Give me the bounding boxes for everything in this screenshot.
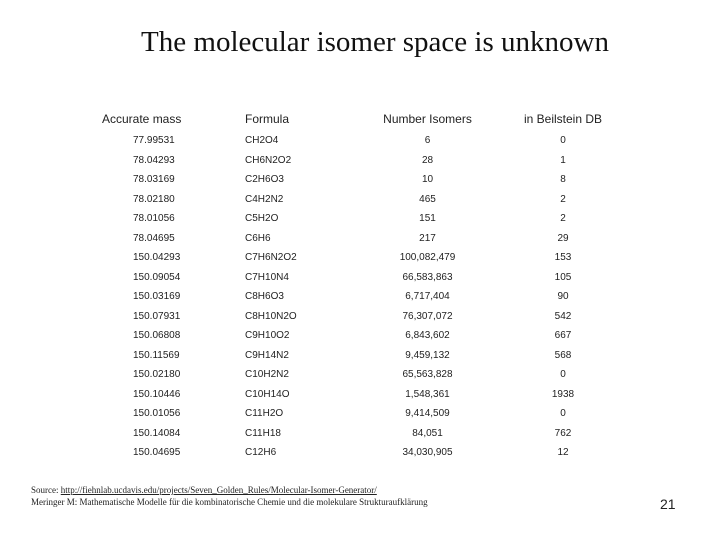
cell-beilstein-db: 105	[554, 271, 572, 283]
cell-accurate-mass: 78.03169	[133, 174, 175, 186]
source-prefix: Source:	[31, 485, 61, 495]
table-row	[100, 209, 626, 229]
table-row	[100, 287, 626, 307]
cell-accurate-mass: 78.01056	[133, 213, 175, 225]
cell-accurate-mass: 150.02180	[133, 369, 181, 381]
header-in-beilstein-db: in Beilstein DB	[523, 112, 603, 126]
header-number-isomers: Number Isomers	[383, 112, 472, 126]
cell-formula: CH6N2O2	[245, 154, 292, 166]
cell-number-isomers: 217	[419, 232, 436, 244]
page-number: 21	[660, 496, 676, 512]
cell-accurate-mass: 150.03169	[133, 291, 181, 303]
cell-beilstein-db: 1938	[551, 388, 575, 400]
table-row	[100, 151, 626, 171]
table-row	[100, 229, 626, 249]
cell-beilstein-db: 762	[554, 427, 572, 439]
cell-formula: C9H10O2	[245, 330, 290, 342]
cell-number-isomers: 465	[419, 193, 436, 205]
cell-number-isomers: 9,414,509	[405, 408, 450, 420]
table-row	[100, 404, 626, 424]
cell-beilstein-db: 12	[557, 447, 569, 459]
cell-formula: CH2O4	[245, 135, 279, 147]
cell-number-isomers: 1,548,361	[405, 388, 450, 400]
cell-beilstein-db: 667	[554, 330, 572, 342]
cell-formula: C9H14N2	[245, 349, 289, 361]
cell-accurate-mass: 150.06808	[133, 330, 181, 342]
header-accurate-mass: Accurate mass	[102, 112, 182, 126]
cell-accurate-mass: 150.10446	[133, 388, 181, 400]
table-row	[100, 268, 626, 288]
cell-beilstein-db: 0	[560, 408, 566, 420]
source-citation: Meringer M: Mathematische Modelle für die kombinatorische Chemie und die molekulare Strukturaufklärung	[31, 497, 428, 507]
cell-formula: C8H10N2O	[245, 310, 297, 322]
header-formula: Formula	[245, 112, 290, 126]
cell-accurate-mass: 150.04293	[133, 252, 181, 264]
table-row	[100, 365, 626, 385]
cell-beilstein-db: 8	[560, 174, 566, 186]
table-row	[100, 190, 626, 210]
cell-formula: C12H6	[245, 447, 277, 459]
cell-formula: C2H6O3	[245, 174, 284, 186]
source-line	[31, 484, 428, 496]
cell-number-isomers: 66,583,863	[402, 271, 453, 283]
table-row	[100, 443, 626, 463]
cell-beilstein-db: 2	[560, 213, 566, 225]
cell-formula: C6H6	[245, 232, 271, 244]
cell-formula: C10H2N2	[245, 369, 289, 381]
cell-accurate-mass: 150.01056	[133, 408, 181, 420]
cell-number-isomers: 65,563,828	[402, 369, 453, 381]
cell-formula: C7H10N4	[245, 271, 289, 283]
table-row	[100, 170, 626, 190]
cell-beilstein-db: 2	[560, 193, 566, 205]
cell-accurate-mass: 77.99531	[133, 135, 175, 147]
cell-beilstein-db: 1	[560, 154, 566, 166]
cell-number-isomers: 6,717,404	[405, 291, 450, 303]
table-header-row	[100, 107, 626, 131]
cell-accurate-mass: 150.14084	[133, 427, 181, 439]
source-link[interactable]: http://fiehnlab.ucdavis.edu/projects/Seven_Golden_Rules/Molecular-Isomer-Generator/	[60, 485, 377, 495]
cell-beilstein-db: 90	[557, 291, 569, 303]
source-note	[31, 484, 428, 508]
cell-beilstein-db: 0	[560, 369, 566, 381]
cell-formula: C10H14O	[245, 388, 290, 400]
table-row	[100, 424, 626, 444]
cell-accurate-mass: 78.02180	[133, 193, 175, 205]
cell-formula: C11H18	[245, 427, 281, 439]
cell-beilstein-db: 29	[557, 232, 569, 244]
table-row	[100, 346, 626, 366]
cell-accurate-mass: 150.04695	[133, 447, 181, 459]
table-row	[100, 307, 626, 327]
cell-beilstein-db: 153	[554, 252, 572, 264]
cell-number-isomers: 6,843,602	[405, 330, 450, 342]
table-body	[100, 131, 626, 463]
table-row	[100, 326, 626, 346]
cell-number-isomers: 151	[419, 213, 436, 225]
cell-formula: C7H6N2O2	[245, 252, 297, 264]
cell-beilstein-db: 542	[554, 310, 572, 322]
cell-number-isomers: 28	[421, 154, 434, 166]
cell-formula: C4H2N2	[245, 193, 284, 205]
cell-accurate-mass: 78.04293	[133, 154, 175, 166]
isomer-table	[100, 107, 626, 463]
cell-beilstein-db: 568	[554, 349, 572, 361]
table-row	[100, 248, 626, 268]
cell-formula: C8H6O3	[245, 291, 284, 303]
table-row	[100, 131, 626, 151]
cell-number-isomers: 34,030,905	[402, 447, 453, 459]
cell-number-isomers: 76,307,072	[402, 310, 453, 322]
cell-accurate-mass: 150.07931	[133, 310, 181, 322]
cell-accurate-mass: 150.09054	[133, 271, 181, 283]
cell-formula: C5H2O	[245, 213, 279, 225]
cell-formula: C11H2O	[245, 408, 284, 420]
slide-title: The molecular isomer space is unknown	[141, 26, 609, 58]
table-row	[100, 385, 626, 405]
cell-accurate-mass: 78.04695	[133, 232, 175, 244]
cell-number-isomers: 100,082,479	[399, 252, 456, 264]
cell-number-isomers: 9,459,132	[405, 349, 450, 361]
cell-number-isomers: 10	[421, 174, 434, 186]
cell-beilstein-db: 0	[560, 135, 566, 147]
cell-number-isomers: 6	[424, 135, 431, 147]
cell-accurate-mass: 150.11569	[133, 349, 180, 361]
cell-number-isomers: 84,051	[412, 427, 443, 439]
